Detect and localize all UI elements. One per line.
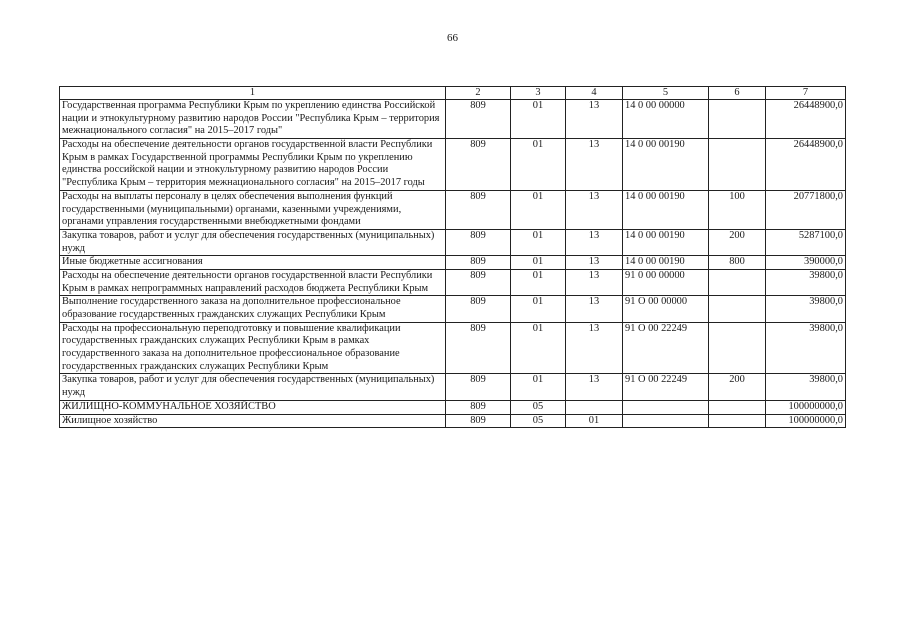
row-amount: 20771800,0 [766,190,846,229]
table-row [60,374,846,400]
row-name: ЖИЛИЩНО-КОММУНАЛЬНОЕ ХОЗЯЙСТВО [60,400,446,414]
row-amount: 100000000,0 [766,414,846,428]
row-target-article: 91 О 00 00000 [623,296,709,322]
row-section: 01 [511,190,566,229]
row-expense-type [709,296,766,322]
row-subsection [566,400,623,414]
column-header: 3 [511,87,566,100]
table-row [60,414,846,428]
row-expense-type: 200 [709,374,766,400]
row-expense-type [709,269,766,295]
row-amount: 26448900,0 [766,139,846,191]
row-subsection: 13 [566,374,623,400]
row-code: 809 [446,100,511,139]
row-target-article [623,414,709,428]
row-target-article: 14 0 00 00190 [623,256,709,270]
row-subsection: 13 [566,229,623,255]
row-section: 01 [511,322,566,374]
row-code: 809 [446,190,511,229]
row-subsection: 13 [566,256,623,270]
row-code: 809 [446,414,511,428]
table-row [60,322,846,374]
table-row [60,139,846,191]
row-code: 809 [446,400,511,414]
row-expense-type [709,100,766,139]
row-target-article: 91 О 00 22249 [623,322,709,374]
row-name: Закупка товаров, работ и услуг для обеспечения государственных (муниципальных) нужд [60,229,446,255]
table-row [60,256,846,270]
row-amount: 39800,0 [766,296,846,322]
page-number: 66 [447,32,458,44]
row-target-article: 14 0 00 00190 [623,229,709,255]
row-code: 809 [446,374,511,400]
row-subsection: 13 [566,139,623,191]
row-name: Расходы на выплаты персоналу в целях обеспечения выполнения функций государственными (муниципальными) органами, казенными учреждениями, органами управления государственными внебюджетными фондами [60,190,446,229]
row-subsection: 13 [566,100,623,139]
row-amount: 39800,0 [766,269,846,295]
row-amount: 5287100,0 [766,229,846,255]
header-row [60,87,846,100]
row-section: 01 [511,100,566,139]
row-code: 809 [446,269,511,295]
row-expense-type [709,139,766,191]
row-target-article: 14 0 00 00190 [623,190,709,229]
row-code: 809 [446,322,511,374]
row-subsection: 13 [566,322,623,374]
row-amount: 39800,0 [766,374,846,400]
row-name: Государственная программа Республики Крым по укреплению единства Российской нации и этнокультурному развитию народов России "Республика Крым – территория межнационального согласия" на 2015–2017 годы" [60,100,446,139]
row-expense-type [709,414,766,428]
table-row [60,296,846,322]
row-expense-type: 100 [709,190,766,229]
row-section: 05 [511,414,566,428]
row-section: 01 [511,139,566,191]
row-section: 01 [511,374,566,400]
row-code: 809 [446,256,511,270]
row-subsection: 13 [566,190,623,229]
row-section: 01 [511,256,566,270]
row-target-article: 91 0 00 00000 [623,269,709,295]
row-target-article: 14 0 00 00190 [623,139,709,191]
row-amount: 390000,0 [766,256,846,270]
row-name: Закупка товаров, работ и услуг для обеспечения государственных (муниципальных) нужд [60,374,446,400]
row-code: 809 [446,229,511,255]
row-code: 809 [446,296,511,322]
column-header: 6 [709,87,766,100]
row-amount: 39800,0 [766,322,846,374]
row-expense-type [709,322,766,374]
row-subsection: 01 [566,414,623,428]
row-expense-type: 800 [709,256,766,270]
row-code: 809 [446,139,511,191]
table-row [60,269,846,295]
row-subsection: 13 [566,269,623,295]
row-expense-type [709,400,766,414]
table-row [60,190,846,229]
row-amount: 100000000,0 [766,400,846,414]
row-section: 01 [511,269,566,295]
row-name: Выполнение государственного заказа на дополнительное профессиональное образование государственных гражданских служащих Республики Крым [60,296,446,322]
row-target-article [623,400,709,414]
row-name: Жилищное хозяйство [60,414,446,428]
row-subsection: 13 [566,296,623,322]
table-row [60,100,846,139]
column-header: 7 [766,87,846,100]
row-section: 01 [511,296,566,322]
column-header: 5 [623,87,709,100]
row-name: Иные бюджетные ассигнования [60,256,446,270]
row-amount: 26448900,0 [766,100,846,139]
row-target-article: 91 О 00 22249 [623,374,709,400]
table-row [60,400,846,414]
row-section: 05 [511,400,566,414]
row-section: 01 [511,229,566,255]
column-header: 1 [60,87,446,100]
row-name: Расходы на обеспечение деятельности органов государственной власти Республики Крым в рамках непрограммных направлений расходов бюджета Республики Крым [60,269,446,295]
row-target-article: 14 0 00 00000 [623,100,709,139]
row-name: Расходы на обеспечение деятельности органов государственной власти Республики Крым в рамках Государственной программы Республики Крым по укреплению единства российской нации и этнокультурному развитию народов России "Республика Крым – территория межнационального согласия" на 2015–2017 годы [60,139,446,191]
row-name: Расходы на профессиональную переподготовку и повышение квалификации государственных гражданских служащих Республики Крым в рамках государственного заказа на дополнительное профессиональное образование государственных гражданских служащих Республики Крым [60,322,446,374]
row-expense-type: 200 [709,229,766,255]
budget-table [59,86,846,428]
table-row [60,229,846,255]
column-header: 4 [566,87,623,100]
column-header: 2 [446,87,511,100]
